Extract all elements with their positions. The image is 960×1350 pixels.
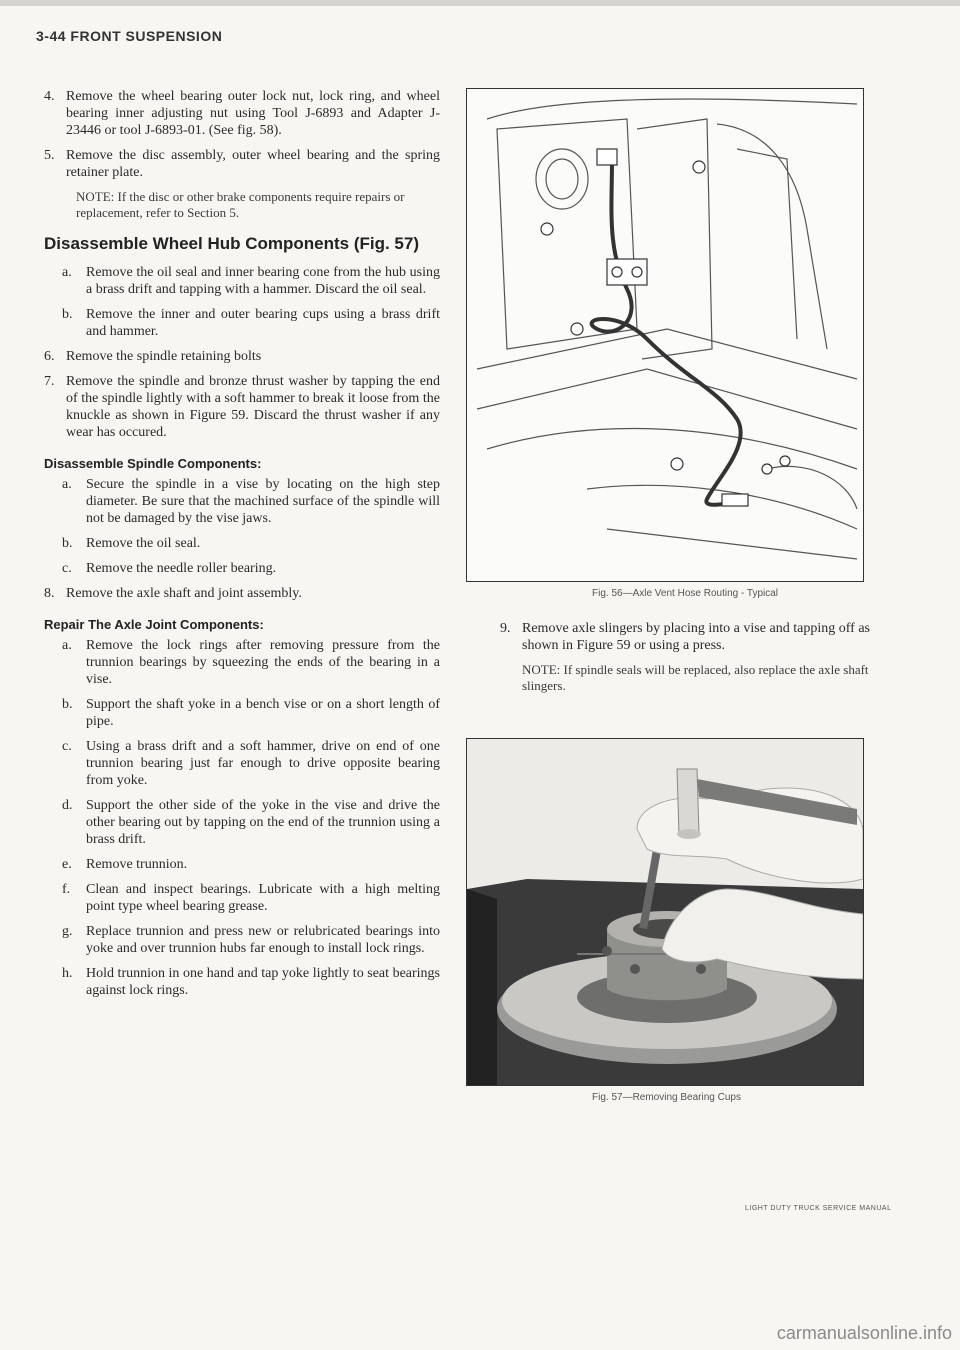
figure-57-caption: Fig. 57—Removing Bearing Cups <box>592 1092 741 1103</box>
spindle-step-b: b. Remove the oil seal. <box>62 536 201 551</box>
left-column <box>44 88 440 1007</box>
page-footer: LIGHT DUTY TRUCK SERVICE MANUAL <box>745 1205 892 1212</box>
section-title-hub: Disassemble Wheel Hub Components (Fig. 57) <box>44 234 420 253</box>
axle-step-f: f. Clean and inspect bearings. Lubricate with a high melting point type wheel bearing grease. <box>62 882 440 914</box>
hub-step-b: b. Remove the inner and outer bearing cups using a brass drift and hammer. <box>62 307 440 339</box>
step-4: 4. Remove the wheel bearing outer lock nut, lock ring, and wheel bearing inner adjusting nut using Tool J-6893 and Adapter J-23446 or tool J-6893-01. (See fig. 58). <box>44 89 440 138</box>
step-5: 5. Remove the disc assembly, outer wheel bearing and the spring retainer plate. <box>44 148 440 180</box>
right-column <box>500 620 870 708</box>
axle-step-h: h. Hold trunnion in one hand and tap yoke lightly to seat bearings against lock rings. <box>62 966 440 998</box>
axle-step-e: e. Remove trunnion. <box>62 857 188 872</box>
step-9: 9. Remove axle slingers by placing into a vise and tapping off as shown in Figure 59 or using a press. <box>500 621 870 653</box>
hub-step-a: a. Remove the oil seal and inner bearing cone from the hub using a brass drift and tapping with a hammer. Discard the oil seal. <box>62 265 440 297</box>
axle-step-c: c. Using a brass drift and a soft hammer, drive on end of one trunnion bearing just far enough to drive opposite bearing from yoke. <box>62 739 440 788</box>
subhead-spindle: Disassemble Spindle Components: <box>44 456 262 471</box>
spindle-step-c: c. Remove the needle roller bearing. <box>62 561 277 576</box>
axle-step-b: b. Support the shaft yoke in a bench vise or on a short length of pipe. <box>62 697 440 729</box>
step-7: 7. Remove the spindle and bronze thrust washer by tapping the end of the spindle lightly with a soft hammer to break it loose from the knuckle as shown in Figure 59. Discard the thrust washer if any wear has occured. <box>44 374 440 440</box>
note-slingers: NOTE: If spindle seals will be replaced, also replace the axle shaft slingers. <box>522 662 869 693</box>
note-brake: NOTE: If the disc or other brake components require repairs or replacement, refer to Section 5. <box>76 189 405 220</box>
watermark: carmanualsonline.info <box>776 1323 952 1343</box>
axle-step-d: d. Support the other side of the yoke in the vise and drive the other bearing out by tapping on the end of the trunnion using a brass drift. <box>62 798 440 847</box>
step-6: 6. Remove the spindle retaining bolts <box>44 349 262 364</box>
figure-56-caption: Fig. 56—Axle Vent Hose Routing - Typical <box>592 588 779 599</box>
axle-step-g: g. Replace trunnion and press new or relubricated bearings into yoke and over trunnion hubs far enough to install lock rings. <box>62 924 440 956</box>
subhead-axle: Repair The Axle Joint Components: <box>44 617 264 632</box>
top-rule <box>0 0 960 6</box>
axle-vent-hose-illustration <box>467 89 863 581</box>
figure-57-removing-bearing-cups <box>466 738 864 1086</box>
figure-56-axle-vent-hose <box>466 88 864 582</box>
axle-step-a: a. Remove the lock rings after removing pressure from the trunnion bearings by squeezing the ends of the bearing in a vise. <box>62 638 440 687</box>
spindle-step-a: a. Secure the spindle in a vise by locating on the high step diameter. Be sure that the machined surface of the spindle will not be damaged by the vise jaws. <box>62 477 440 526</box>
step-8: 8. Remove the axle shaft and joint assembly. <box>44 586 302 601</box>
bearing-cups-photo <box>467 739 863 1085</box>
page-header: 3-44 FRONT SUSPENSION <box>36 28 223 44</box>
